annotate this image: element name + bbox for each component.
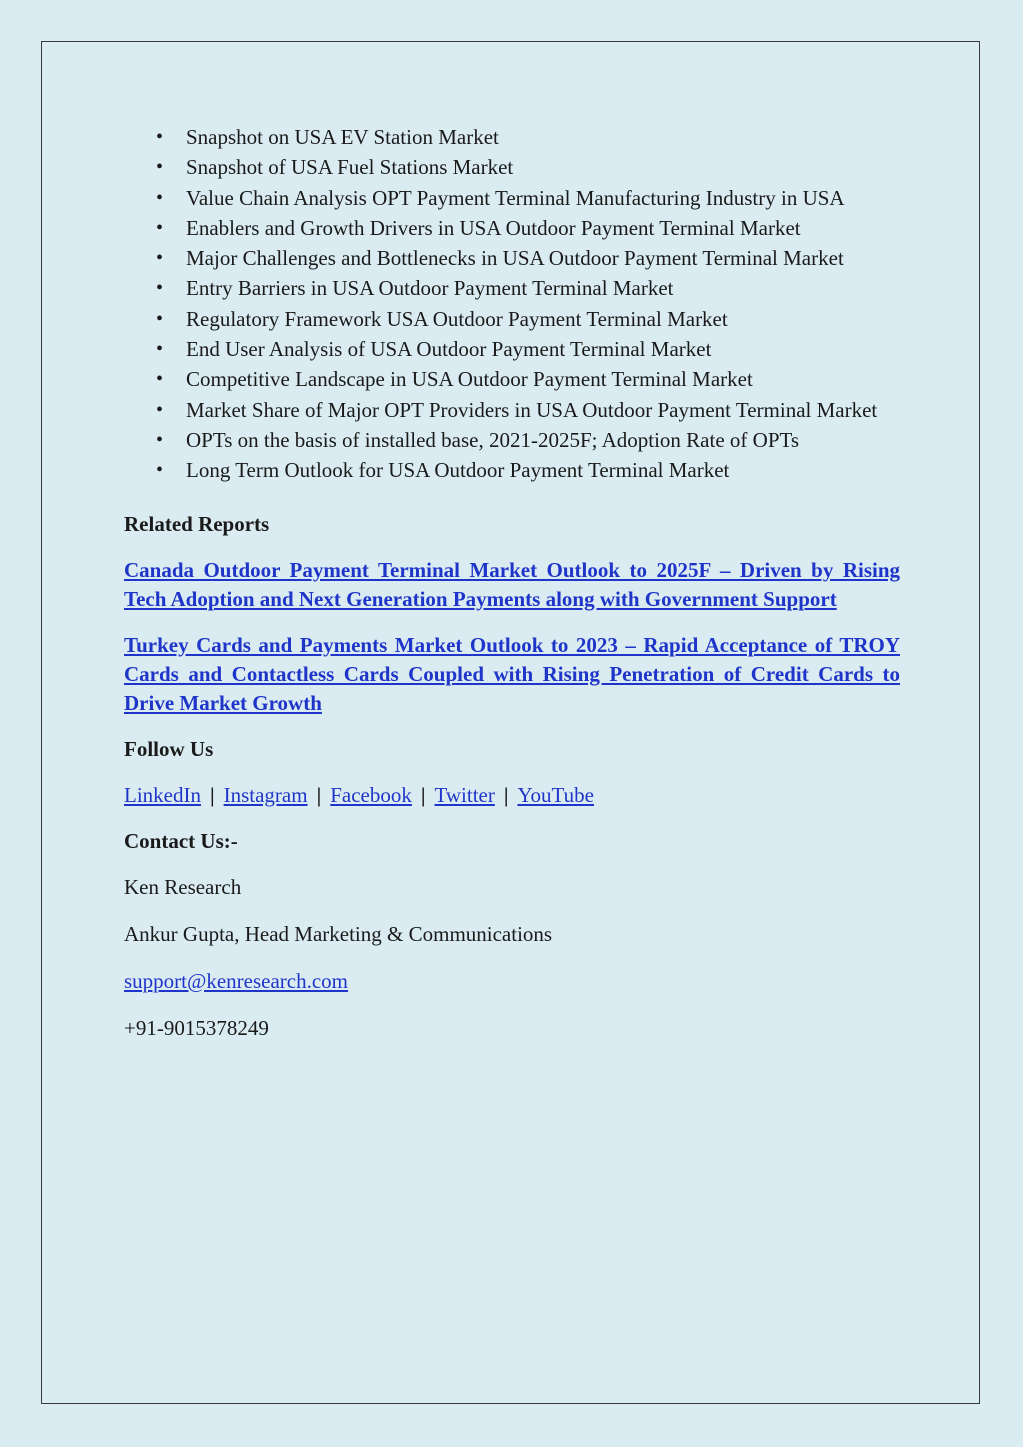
list-item: • Major Challenges and Bottlenecks in USA Outdoor Payment Terminal Market — [124, 243, 900, 273]
contact-person: Ankur Gupta, Head Marketing & Communications — [124, 921, 553, 946]
related-reports-heading: Related Reports — [124, 511, 270, 536]
separator: | — [420, 782, 426, 807]
follow-us-heading: Follow Us — [124, 736, 214, 761]
list-item: • OPTs on the basis of installed base, 2021-2025F; Adoption Rate of OPTs — [124, 425, 900, 455]
list-item: • Snapshot of USA Fuel Stations Market — [124, 152, 900, 182]
list-item: • Snapshot on USA EV Station Market — [124, 122, 900, 152]
list-item: • End User Analysis of USA Outdoor Payment Terminal Market — [124, 334, 900, 364]
separator: | — [503, 782, 509, 807]
youtube-link[interactable]: YouTube — [517, 782, 594, 807]
list-item: • Long Term Outlook for USA Outdoor Payment Terminal Market — [124, 455, 900, 485]
report-contents-list — [124, 122, 900, 486]
separator: | — [209, 782, 215, 807]
list-item: • Entry Barriers in USA Outdoor Payment Terminal Market — [124, 273, 900, 303]
list-item: • Competitive Landscape in USA Outdoor Payment Terminal Market — [124, 364, 900, 394]
email-link[interactable]: support@kenresearch.com — [124, 968, 349, 993]
related-report-link-turkey[interactable]: Turkey Cards and Payments Market Outlook to 2023 – Rapid Acceptance of TROY Cards and Contactless Cards Coupled with Rising Penetration of Credit Cards to Drive Market Growth — [124, 632, 900, 715]
list-item: • Value Chain Analysis OPT Payment Terminal Manufacturing Industry in USA — [124, 183, 900, 213]
linkedin-link[interactable]: LinkedIn — [124, 782, 201, 807]
related-report-link-canada[interactable]: Canada Outdoor Payment Terminal Market Outlook to 2025F – Driven by Rising Tech Adoption and Next Generation Payments along with Government Support — [124, 557, 900, 611]
document-content — [124, 122, 900, 1043]
company-name: Ken Research — [124, 874, 242, 899]
contact-heading: Contact Us:- — [124, 828, 238, 853]
phone-number: +91-9015378249 — [124, 1015, 269, 1040]
list-item: • Enablers and Growth Drivers in USA Outdoor Payment Terminal Market — [124, 213, 900, 243]
twitter-link[interactable]: Twitter — [434, 782, 495, 807]
separator: | — [316, 782, 322, 807]
instagram-link[interactable]: Instagram — [223, 782, 308, 807]
facebook-link[interactable]: Facebook — [330, 782, 412, 807]
list-item: • Regulatory Framework USA Outdoor Payment Terminal Market — [124, 304, 900, 334]
list-item: • Market Share of Major OPT Providers in USA Outdoor Payment Terminal Market — [124, 395, 900, 425]
social-links — [124, 781, 900, 810]
